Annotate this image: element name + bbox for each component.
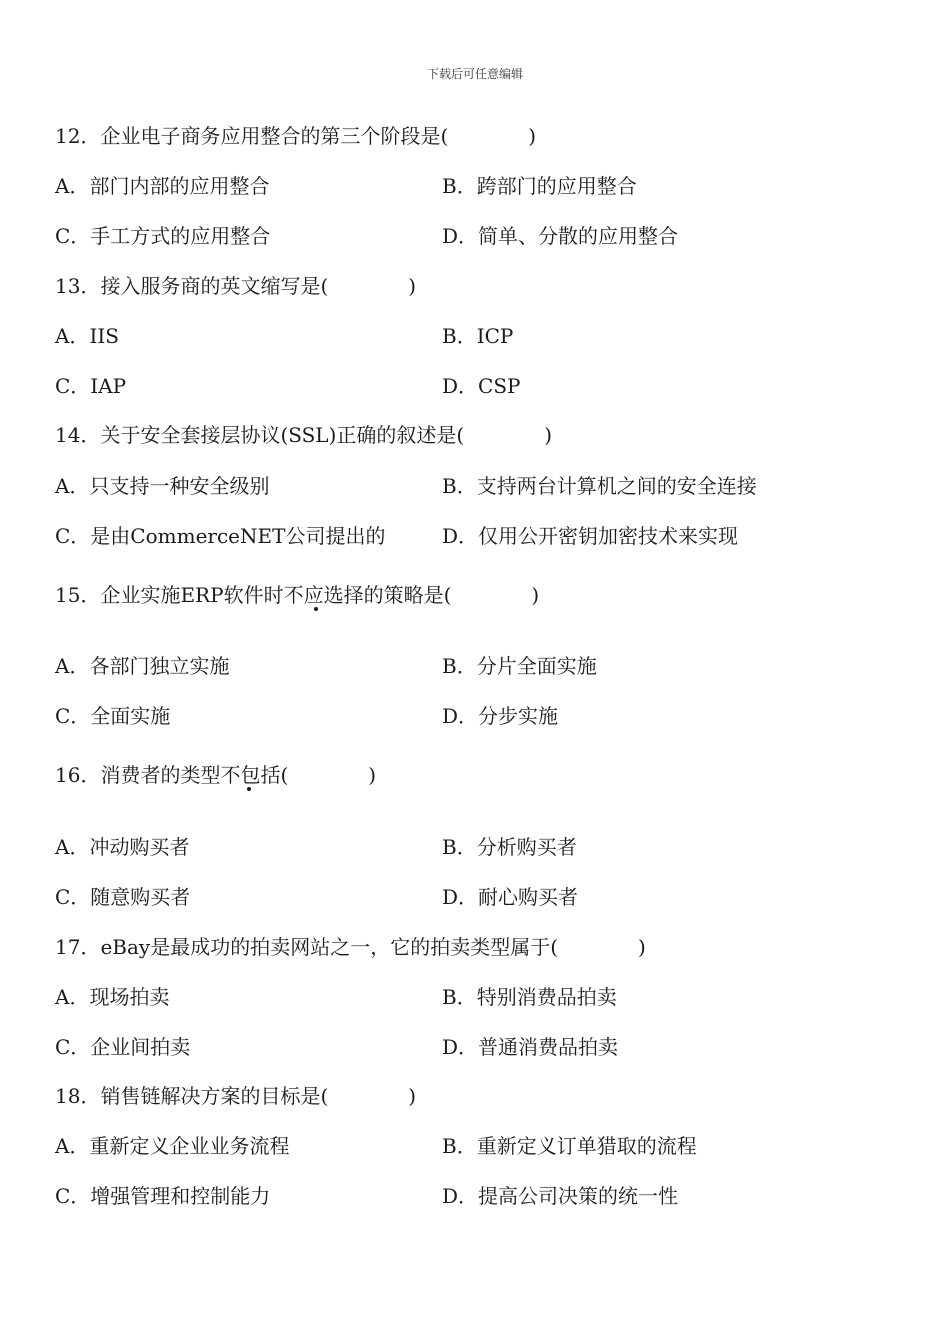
option-16-d: D．耐心购买者 [442,885,579,909]
question-16: 16．消费者的类型不包括( ) [55,763,377,787]
option-18-a: A．重新定义企业业务流程 [55,1134,290,1158]
option-12-c: C．手工方式的应用整合 [55,224,271,248]
option-18-c: C．增强管理和控制能力 [55,1184,271,1208]
option-17-b: B．特别消费品拍卖 [442,985,617,1009]
option-14-d: D．仅用公开密钥加密技术来实现 [442,524,739,548]
option-16-c: C．随意购买者 [55,885,191,909]
emphasis-dot [247,787,251,791]
question-17: 17．eBay是最成功的拍卖网站之一，它的拍卖类型属于( ) [55,935,646,959]
option-12-a: A．部门内部的应用整合 [55,174,270,198]
option-14-c: C．是由CommerceNET公司提出的 [55,524,386,548]
question-13: 13．接入服务商的英文缩写是( ) [55,274,417,298]
option-18-d: D．提高公司决策的统一性 [442,1184,679,1208]
option-12-b: B．跨部门的应用整合 [442,174,637,198]
option-16-a: A．冲动购买者 [55,835,190,859]
emphasis-dot [314,607,318,611]
option-17-c: C．企业间拍卖 [55,1035,191,1059]
option-14-b: B．支持两台计算机之间的安全连接 [442,474,757,498]
question-15: 15．企业实施ERP软件时不应选择的策略是( ) [55,583,540,607]
question-18: 18．销售链解决方案的目标是( ) [55,1084,417,1108]
option-16-b: B．分析购买者 [442,835,577,859]
option-17-d: D．普通消费品拍卖 [442,1035,619,1059]
option-14-a: A．只支持一种安全级别 [55,474,270,498]
option-17-a: A．现场拍卖 [55,985,170,1009]
option-13-b: B．ICP [442,324,514,348]
option-18-b: B．重新定义订单猎取的流程 [442,1134,697,1158]
option-13-c: C．IAP [55,374,127,398]
option-15-a: A．各部门独立实施 [55,654,230,678]
option-12-d: D．简单、分散的应用整合 [442,224,679,248]
question-14: 14．关于安全套接层协议(SSL)正确的叙述是( ) [55,423,552,447]
page-header: 下载后可任意编辑 [426,67,523,81]
option-15-b: B．分片全面实施 [442,654,597,678]
option-15-c: C．全面实施 [55,704,171,728]
option-15-d: D．分步实施 [442,704,559,728]
question-12: 12．企业电子商务应用整合的第三个阶段是( ) [55,124,537,148]
option-13-d: D．CSP [442,374,521,398]
option-13-a: A．IIS [55,324,119,348]
